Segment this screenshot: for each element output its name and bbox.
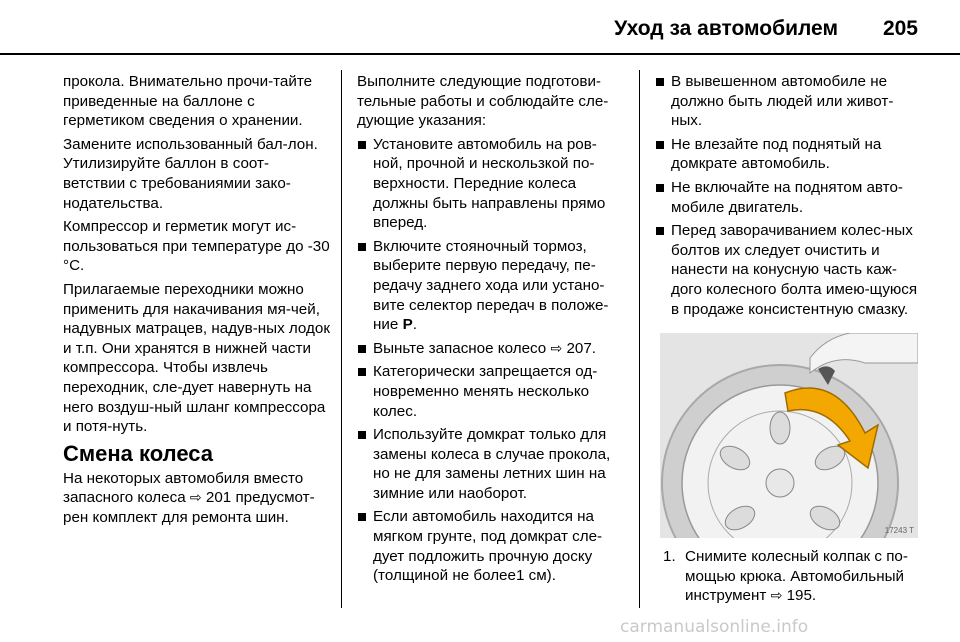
text: На некоторых автомобиля вместо запасного колеса bbox=[63, 469, 304, 507]
cross-reference-arrow-icon: ⇨ bbox=[189, 489, 202, 506]
list-item: В вывешенном автомобиле не должно быть людей или живот-ных. bbox=[655, 72, 923, 131]
list-item bbox=[357, 237, 625, 335]
column-3 bbox=[655, 72, 923, 323]
section-heading: Смена колеса bbox=[63, 440, 214, 466]
paragraph: Прилагаемые переходники можно применить для накачивания мя-чей, надувных матрацев, надув-ных лодок и т.п. Они хранятся в нижней части компрессора. Чтобы извлечь переходник, сле-дует навернуть на него воздуш-ный шланг компрессора и потя-нуть. bbox=[63, 280, 330, 436]
step-number: 1. bbox=[663, 548, 676, 565]
numbered-list bbox=[655, 547, 923, 606]
list-item: Если автомобиль находится на мягком грунте, под домкрат сле-дует подложить прочную доску (толщиной не более1 см). bbox=[357, 507, 625, 585]
column-1 bbox=[63, 72, 331, 531]
paragraph: Компрессор и герметик могут ис-пользоваться при температуре до -30 °C. bbox=[63, 218, 330, 275]
header-title: Уход за автомобилем bbox=[614, 17, 838, 40]
text: предусмот-рен комплект для ремонта шин. bbox=[63, 489, 315, 526]
text: Снимите колесный колпак с по-мощью крюка. Автомобильный инструмент bbox=[685, 548, 908, 605]
bullet-list bbox=[655, 72, 923, 319]
text: Выньте запасное колесо bbox=[373, 339, 547, 357]
column-2 bbox=[357, 72, 625, 590]
list-item bbox=[357, 339, 625, 359]
bullet-list bbox=[357, 135, 625, 586]
steps-list bbox=[655, 547, 923, 606]
cross-reference-arrow-icon: ⇨ bbox=[550, 339, 563, 356]
paragraph: Выполните следующие подготови-тельные работы и соблюдайте сле-дующие указания: bbox=[357, 73, 609, 130]
list-item: Перед заворачиванием колес-ных болтов их следует очистить и нанести на конусную часть каж-дого колесного болта имею-щуюся в продаже консистентную смазку. bbox=[655, 221, 923, 319]
column-divider-1 bbox=[341, 70, 342, 608]
hubcap-removal-figure bbox=[660, 333, 918, 538]
header-rule bbox=[0, 53, 960, 55]
paragraph: Замените использованный бал-лон. Утилизируйте баллон в соот-ветствии с требованиямии зако-нодательства. bbox=[63, 135, 318, 212]
cross-reference-arrow-icon: ⇨ bbox=[770, 587, 783, 604]
list-item: Категорически запрещается од-новременно менять несколько колес. bbox=[357, 362, 625, 421]
page-number: 205 bbox=[882, 17, 918, 40]
list-item: Не влезайте под поднятый на домкрате автомобиль. bbox=[655, 135, 923, 174]
column-divider-2 bbox=[639, 70, 640, 608]
list-item: Используйте домкрат только для замены колеса в случае прокола, но не для замены летних шин на зимние или наоборот. bbox=[357, 425, 625, 503]
list-item: Установите автомобиль на ров-ной, прочной и нескользкой по-верхности. Передние колеса должны быть направлены прямо вперед. bbox=[357, 135, 625, 233]
text: . bbox=[412, 316, 417, 334]
figure-label: 17243 T bbox=[884, 526, 914, 535]
list-item: Не включайте на поднятом авто-мобиле двигатель. bbox=[655, 178, 923, 217]
gear-position-label: P bbox=[402, 316, 413, 334]
paragraph bbox=[63, 469, 331, 528]
page-reference-link[interactable]: 201 bbox=[205, 489, 232, 507]
hubcap-illustration bbox=[660, 333, 918, 538]
page-reference-link[interactable]: 195. bbox=[786, 587, 817, 605]
list-item bbox=[655, 547, 923, 606]
paragraph: прокола. Внимательно прочи-тайте приведенные на баллоне с герметиком сведения о хранении. bbox=[63, 73, 313, 130]
page-reference-link[interactable]: 207. bbox=[566, 339, 596, 357]
text: Включите стояночный тормоз, выберите первую передачу, пе-редачу заднего хода или устано-вите селектор передач в положе-ние bbox=[373, 237, 609, 334]
watermark: carmanualsonline.info bbox=[620, 617, 809, 637]
